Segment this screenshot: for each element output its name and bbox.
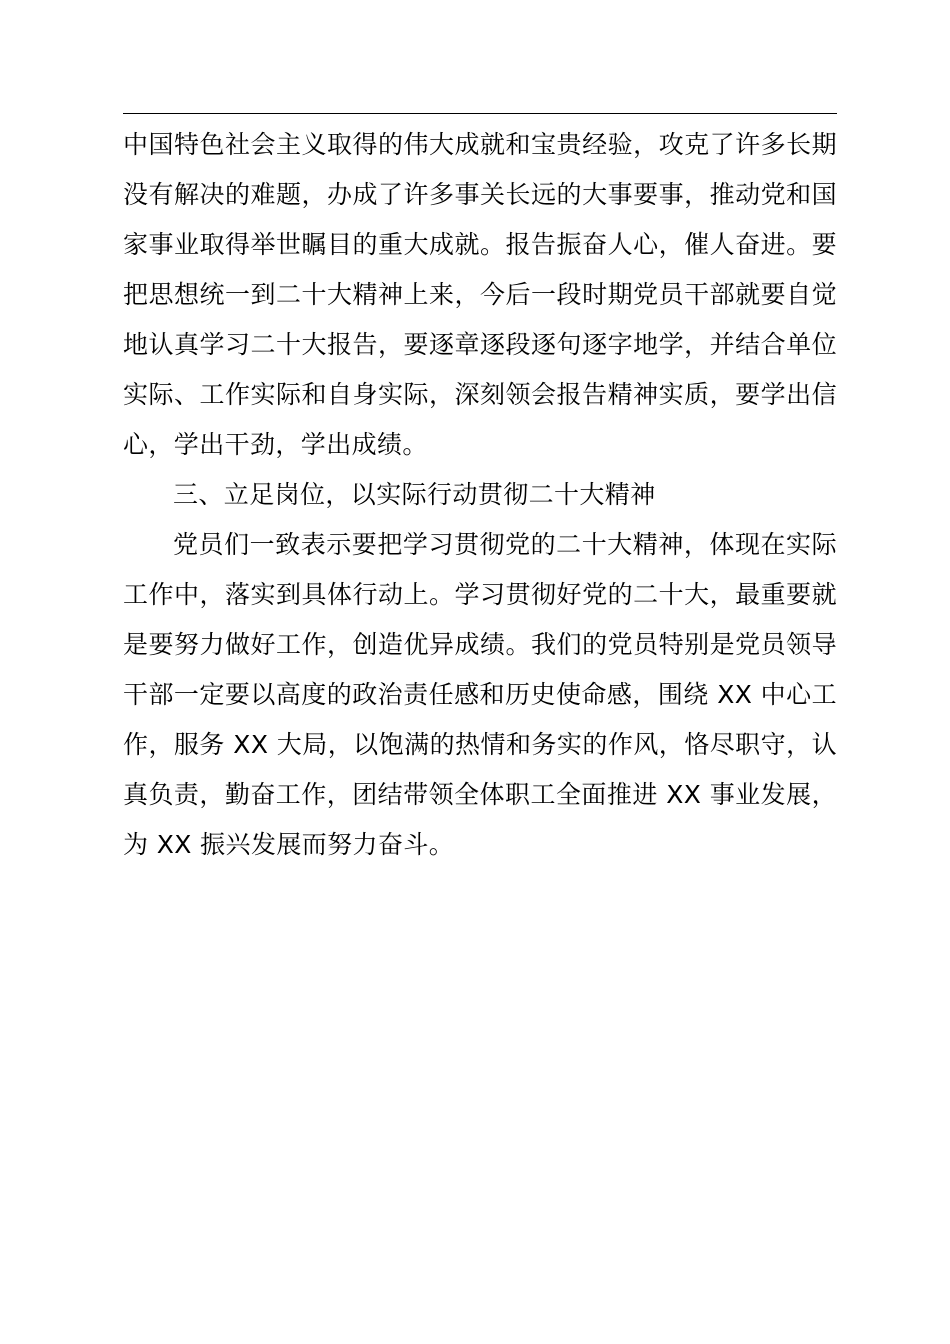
- header-rule: [123, 113, 837, 114]
- paragraph-body: 党员们一致表示要把学习贯彻党的二十大精神，体现在实际工作中，落实到具体行动上。学习贯彻好党的二十大，最重要就是要努力做好工作，创造优异成绩。我们的党员特别是党员领导干部一定要以高度的政治责任感和历史使命感，围绕 XX 中心工作，服务 XX 大局，以饱满的热情和务实的作风，恪尽职守，认真负责，勤奋工作，团结带领全体职工全面推进 XX 事业发展，为 XX 振兴发展而努力奋斗。: [123, 530, 837, 859]
- paragraph-continuation: 中国特色社会主义取得的伟大成就和宝贵经验，攻克了许多长期没有解决的难题，办成了许多事关长远的大事要事，推动党和国家事业取得举世瞩目的重大成就。报告振奋人心，催人奋进。要把思想统一到二十大精神上来，今后一段时期党员干部就要自觉地认真学习二十大报告，要逐章逐段逐句逐字地学，并结合单位实际、工作实际和自身实际，深刻领会报告精神实质，要学出信心，学出干劲，学出成绩。: [123, 130, 837, 459]
- document-body: [123, 120, 837, 870]
- section-heading: 三、立足岗位，以实际行动贯彻二十大精神: [173, 480, 656, 509]
